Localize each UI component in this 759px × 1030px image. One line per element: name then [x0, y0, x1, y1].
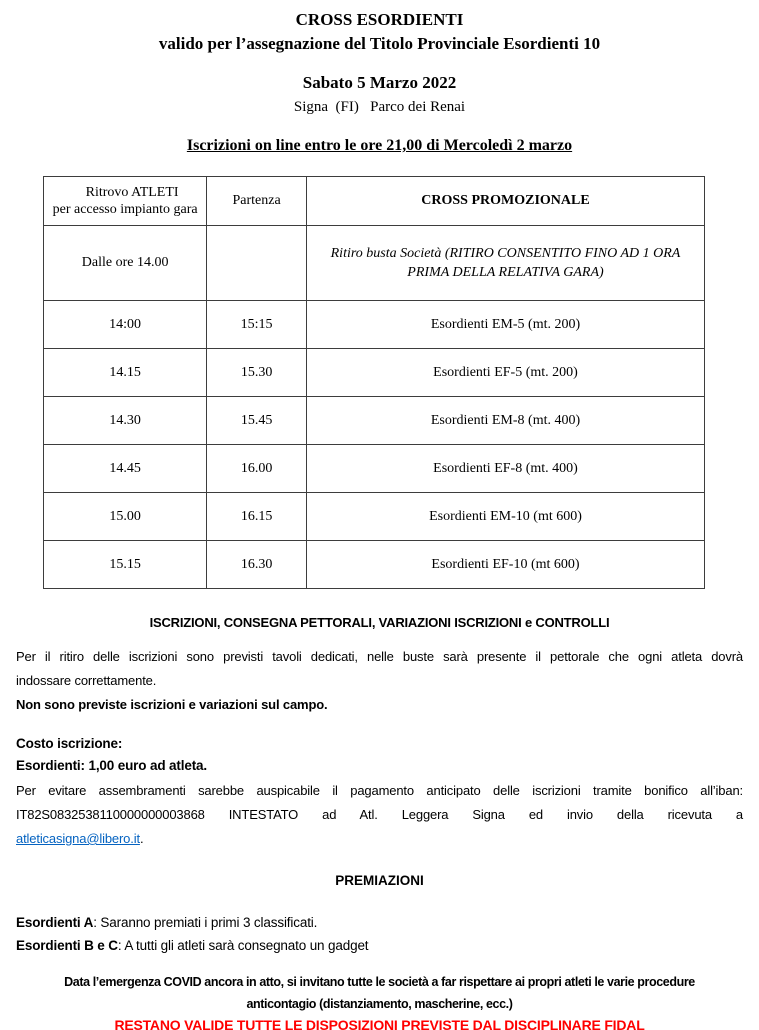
gara-cell: Esordienti EM-5 (mt. 200) — [306, 301, 704, 349]
ritrovo-cell: 14.45 — [44, 445, 207, 493]
table-row — [44, 541, 705, 589]
payment-line1: Per evitare assembramenti sarebbe auspicabile il pagamento anticipato delle iscrizioni tramite bonifico all’iban: — [16, 783, 743, 798]
ritrovo-cell: 15.15 — [44, 541, 207, 589]
table-row-pickup — [44, 226, 705, 301]
event-date: Sabato 5 Marzo 2022 — [302, 73, 457, 92]
registration-deadline: Iscrizioni on line entro le ore 21,00 di Mercoledì 2 marzo — [186, 137, 573, 154]
table-header-row — [44, 177, 705, 226]
iscrizioni-paragraph-line2: indossare correttamente. — [16, 673, 157, 688]
ritrovo-cell: 15.00 — [44, 493, 207, 541]
price-line: Esordienti: 1,00 euro ad atleta. — [16, 758, 208, 773]
premiazioni-item-a — [16, 911, 743, 934]
covid-notice-line2: anticontagio (distanziamento, mascherine, ecc.) — [246, 997, 513, 1011]
column-header-ritrovo-line1: Ritrovo ATLETI — [85, 185, 179, 200]
iscrizioni-paragraph-line1: Per il ritiro delle iscrizioni sono previsti tavoli dedicati, nelle buste sarà presente il pettorale che ogni atleta dovrà — [16, 649, 743, 664]
partenza-cell: 15.45 — [207, 397, 307, 445]
payment-paragraph — [16, 779, 743, 851]
table-row — [44, 349, 705, 397]
premiazioni-item-bc — [16, 934, 743, 957]
pickup-note-cell: Ritiro busta Società (RITIRO CONSENTITO FINO AD 1 ORA PRIMA DELLA RELATIVA GARA) — [306, 226, 704, 301]
gara-cell: Esordienti EM-8 (mt. 400) — [306, 397, 704, 445]
partenza-cell: 15.30 — [207, 349, 307, 397]
iscrizioni-heading: ISCRIZIONI, CONSEGNA PETTORALI, VARIAZIONI ISCRIZIONI e CONTROLLI — [149, 615, 610, 630]
iscrizioni-note: Non sono previste iscrizioni e variazioni sul campo. — [16, 697, 328, 712]
premiazioni-item-a-label: Esordienti A — [16, 915, 94, 930]
column-header-ritrovo — [44, 177, 207, 226]
partenza-cell: 16.30 — [207, 541, 307, 589]
page-subtitle: valido per l’assegnazione del Titolo Provinciale Esordienti 10 — [158, 34, 601, 53]
table-row — [44, 301, 705, 349]
premiazioni-heading: PREMIAZIONI — [335, 873, 424, 888]
fidal-warning: RESTANO VALIDE TUTTE LE DISPOSIZIONI PREVISTE DAL DISCIPLINARE FIDAL — [114, 1017, 645, 1030]
premiazioni-items — [16, 911, 743, 957]
gara-cell: Esordienti EF-10 (mt 600) — [306, 541, 704, 589]
covid-notice-line1: Data l’emergenza COVID ancora in atto, si invitano tutte le società a far rispettare ai propri atleti le varie procedure — [64, 975, 695, 989]
ritrovo-cell: 14.30 — [44, 397, 207, 445]
premiazioni-item-a-text: : Saranno premiati i primi 3 classificati. — [93, 915, 318, 930]
ritrovo-cell: 14.15 — [44, 349, 207, 397]
column-header-ritrovo-line2: per accesso impianto gara — [52, 202, 198, 217]
pickup-time-cell: Dalle ore 14.00 — [44, 226, 207, 301]
partenza-cell: 16.00 — [207, 445, 307, 493]
covid-notice — [0, 971, 759, 1015]
ritrovo-cell: 14:00 — [44, 301, 207, 349]
table-row — [44, 397, 705, 445]
gara-cell: Esordienti EM-10 (mt 600) — [306, 493, 704, 541]
column-header-partenza: Partenza — [207, 177, 307, 226]
event-location: Signa (FI) Parco dei Renai — [293, 99, 466, 115]
payment-iban-line: IT82S0832538110000000003868 INTESTATO ad Atl. Leggera Signa ed invio della ricevuta a — [16, 807, 743, 822]
premiazioni-item-bc-label: Esordienti B e C — [16, 938, 118, 953]
gara-cell: Esordienti EF-5 (mt. 200) — [306, 349, 704, 397]
schedule-table — [43, 176, 705, 589]
table-row — [44, 445, 705, 493]
email-suffix: . — [139, 831, 144, 846]
premiazioni-item-bc-text: : A tutti gli atleti sarà consegnato un gadget — [117, 938, 369, 953]
table-row — [44, 493, 705, 541]
partenza-cell: 15:15 — [207, 301, 307, 349]
iscrizioni-paragraph — [16, 645, 743, 717]
partenza-cell: 16.15 — [207, 493, 307, 541]
column-header-gara: CROSS PROMOZIONALE — [306, 177, 704, 226]
email-link[interactable]: atleticasigna@libero.it — [16, 831, 140, 846]
payment-email-line — [16, 827, 743, 851]
gara-cell: Esordienti EF-8 (mt. 400) — [306, 445, 704, 493]
costo-heading: Costo iscrizione: — [16, 736, 123, 751]
page-title: CROSS ESORDIENTI — [295, 10, 464, 29]
pickup-empty-cell — [207, 226, 307, 301]
